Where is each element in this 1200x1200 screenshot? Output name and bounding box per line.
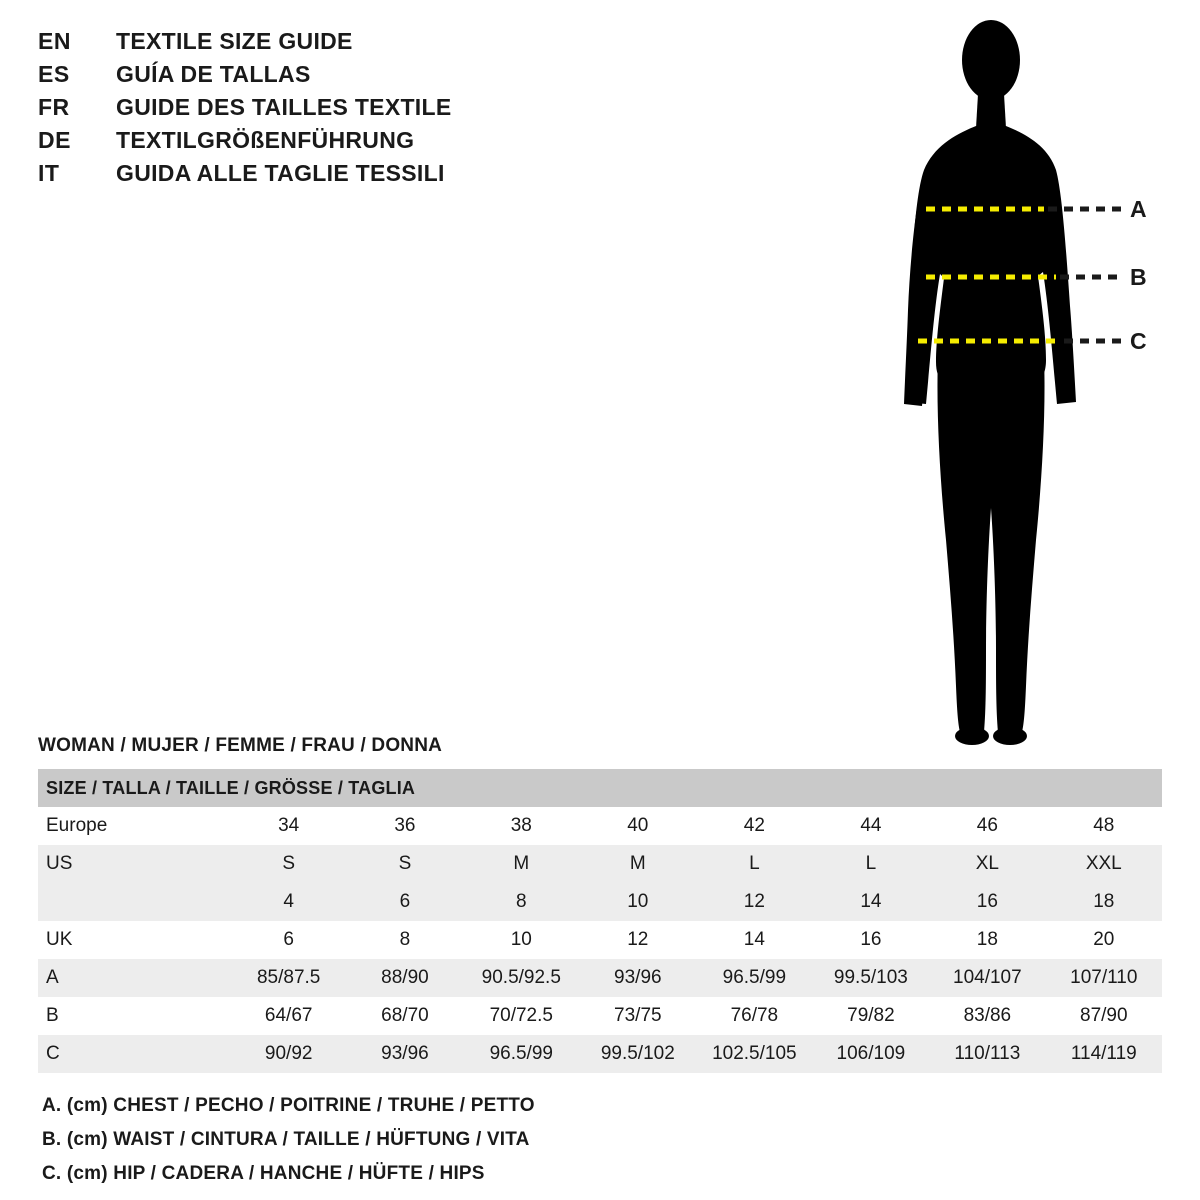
cell: 79/82 — [813, 997, 929, 1035]
female-silhouette-icon — [860, 10, 1190, 750]
marker-label-b: B — [1130, 264, 1147, 290]
size-table — [38, 769, 1162, 1073]
language-code: EN — [38, 28, 71, 54]
table-row — [38, 883, 1162, 921]
table-header-row — [38, 769, 1162, 807]
cell: 96.5/99 — [696, 959, 813, 997]
cell: 90.5/92.5 — [463, 959, 580, 997]
cell: 34 — [231, 807, 347, 845]
cell: 16 — [929, 883, 1045, 921]
row-label: Europe — [38, 807, 231, 845]
cell: 93/96 — [580, 959, 696, 997]
cell: 18 — [929, 921, 1045, 959]
cell: 106/109 — [813, 1035, 929, 1073]
measurement-legend — [38, 1095, 1162, 1185]
cell: 42 — [696, 807, 813, 845]
cell: 73/75 — [580, 997, 696, 1035]
language-code: IT — [38, 160, 60, 186]
size-table-section — [38, 735, 1162, 1197]
marker-label-a: A — [1130, 196, 1147, 222]
cell: 10 — [463, 921, 580, 959]
language-code: DE — [38, 127, 71, 153]
table-row — [38, 1035, 1162, 1073]
cell: 8 — [463, 883, 580, 921]
language-code: ES — [38, 61, 70, 87]
language-title: TEXTILE SIZE GUIDE — [116, 28, 353, 54]
legend-line-b: B. (cm) WAIST / CINTURA / TAILLE / HÜFTUNG / VITA — [42, 1129, 530, 1150]
cell: 14 — [696, 921, 813, 959]
row-label: C — [38, 1035, 231, 1073]
cell: 44 — [813, 807, 929, 845]
cell: 107/110 — [1046, 959, 1162, 997]
cell: 64/67 — [231, 997, 347, 1035]
cell: 40 — [580, 807, 696, 845]
cell: 110/113 — [929, 1035, 1045, 1073]
language-title-block — [38, 28, 658, 193]
cell: 87/90 — [1046, 997, 1162, 1035]
cell: M — [463, 845, 580, 883]
cell: 38 — [463, 807, 580, 845]
gender-title: WOMAN / MUJER / FEMME / FRAU / DONNA — [38, 735, 443, 756]
cell: 48 — [1046, 807, 1162, 845]
row-label: UK — [38, 921, 231, 959]
cell: M — [580, 845, 696, 883]
cell: 46 — [929, 807, 1045, 845]
cell: 83/86 — [929, 997, 1045, 1035]
cell: 36 — [347, 807, 463, 845]
language-row-fr — [38, 94, 658, 127]
table-row — [38, 959, 1162, 997]
cell: 68/70 — [347, 997, 463, 1035]
legend-line-a: A. (cm) CHEST / PECHO / POITRINE / TRUHE / PETTO — [42, 1095, 535, 1116]
cell: 6 — [231, 921, 347, 959]
cell: 90/92 — [231, 1035, 347, 1073]
cell: 99.5/102 — [580, 1035, 696, 1073]
body-measurement-figure — [860, 10, 1190, 750]
row-label — [38, 883, 231, 921]
cell: 6 — [347, 883, 463, 921]
language-row-it — [38, 160, 658, 193]
cell: 10 — [580, 883, 696, 921]
cell: 96.5/99 — [463, 1035, 580, 1073]
language-title: GUIDE DES TAILLES TEXTILE — [116, 94, 452, 120]
cell: 114/119 — [1046, 1035, 1162, 1073]
language-row-es — [38, 61, 658, 94]
cell: 16 — [813, 921, 929, 959]
language-title: GUIDA ALLE TAGLIE TESSILI — [116, 160, 445, 186]
marker-label-c: C — [1130, 328, 1147, 354]
cell: 93/96 — [347, 1035, 463, 1073]
cell: 12 — [580, 921, 696, 959]
row-label: A — [38, 959, 231, 997]
language-title: GUÍA DE TALLAS — [116, 61, 311, 87]
cell: 102.5/105 — [696, 1035, 813, 1073]
table-row — [38, 807, 1162, 845]
table-row — [38, 921, 1162, 959]
cell: 4 — [231, 883, 347, 921]
cell: L — [696, 845, 813, 883]
cell: 8 — [347, 921, 463, 959]
cell: XXL — [1046, 845, 1162, 883]
language-code: FR — [38, 94, 70, 120]
row-label: B — [38, 997, 231, 1035]
cell: 70/72.5 — [463, 997, 580, 1035]
language-title: TEXTILGRÖßENFÜHRUNG — [116, 127, 415, 153]
table-header-label: SIZE / TALLA / TAILLE / GRÖSSE / TAGLIA — [38, 769, 1162, 807]
cell: S — [347, 845, 463, 883]
legend-line-c: C. (cm) HIP / CADERA / HANCHE / HÜFTE / HIPS — [42, 1163, 485, 1184]
table-row — [38, 997, 1162, 1035]
cell: L — [813, 845, 929, 883]
table-row — [38, 845, 1162, 883]
language-row-de — [38, 127, 658, 160]
cell: 104/107 — [929, 959, 1045, 997]
cell: 18 — [1046, 883, 1162, 921]
cell: 99.5/103 — [813, 959, 929, 997]
row-label: US — [38, 845, 231, 883]
cell: 88/90 — [347, 959, 463, 997]
cell: 12 — [696, 883, 813, 921]
cell: 76/78 — [696, 997, 813, 1035]
language-row-en — [38, 28, 658, 61]
cell: 14 — [813, 883, 929, 921]
cell: XL — [929, 845, 1045, 883]
cell: 85/87.5 — [231, 959, 347, 997]
cell: 20 — [1046, 921, 1162, 959]
cell: S — [231, 845, 347, 883]
